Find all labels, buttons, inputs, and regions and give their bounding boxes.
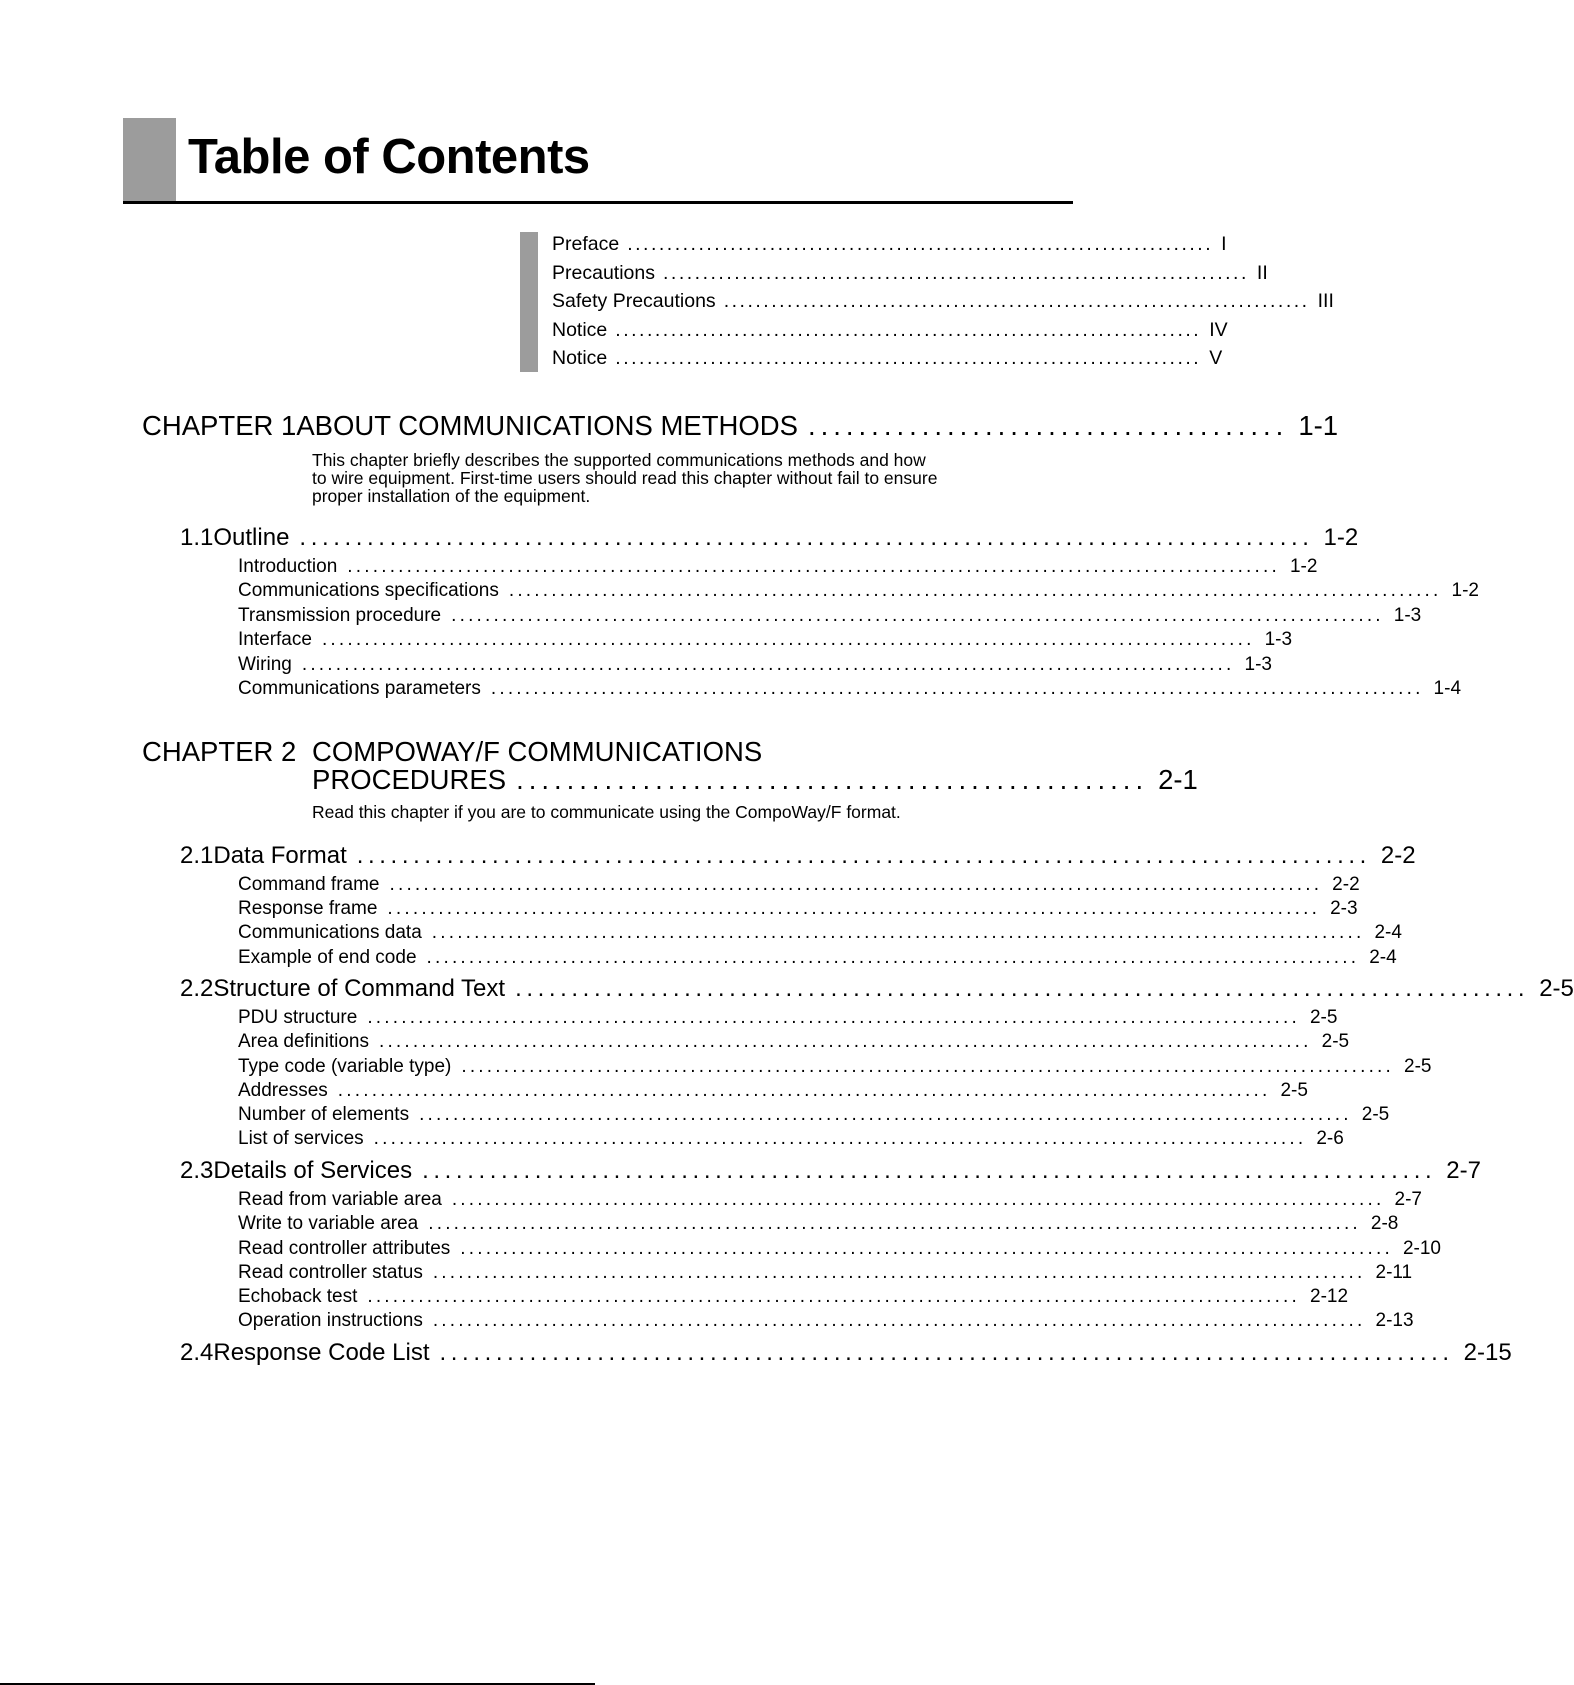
leader-dots: ......................................: [807, 410, 1289, 441]
description-line: proper installation of the equipment.: [312, 486, 591, 506]
entry-label: Interface: [238, 629, 312, 650]
toc-entry[interactable]: [238, 1213, 1399, 1235]
entry-label: Notice: [552, 318, 608, 341]
chapter-2-heading-line2[interactable]: [312, 764, 1198, 796]
leader-dots: ..............................................................................................................: [432, 1262, 1366, 1283]
leader-dots: ..............................................................................................................: [508, 580, 1442, 601]
leader-dots: ..............................................................................................................: [426, 947, 1360, 968]
leader-dots: ..........................................................................: [615, 347, 1202, 370]
section-number: 2.2: [180, 975, 214, 1002]
entry-label: PDU structure: [238, 1007, 358, 1028]
entry-page: I: [1221, 233, 1227, 255]
leader-dots: ..............................................................................................................: [431, 922, 1365, 943]
leader-dots: ..............................................................................................................: [460, 1238, 1393, 1259]
entry-label: Precautions: [552, 261, 655, 284]
section-1-1[interactable]: [180, 524, 1359, 552]
entry-page: 2-8: [1370, 1213, 1399, 1234]
entry-page: 2-5: [1309, 1007, 1338, 1028]
entry-page: 1-2: [1451, 580, 1479, 601]
chapter-page: 1-1: [1298, 410, 1339, 441]
entry-label: Operation instructions: [238, 1310, 423, 1331]
entry-page: 2-13: [1375, 1310, 1414, 1331]
leader-dots: ..............................................................................................................: [337, 1080, 1271, 1101]
toc-entry[interactable]: [238, 1031, 1350, 1053]
entry-page: III: [1317, 290, 1334, 313]
chapter-1-heading[interactable]: [142, 410, 1339, 442]
toc-entry[interactable]: [238, 654, 1272, 676]
description-line: Read this chapter if you are to communicate using the CompoWay/F format.: [312, 802, 901, 822]
entry-page: 1-3: [1244, 654, 1272, 675]
entry-label: Area definitions: [238, 1031, 369, 1052]
entry-label: Transmission procedure: [238, 605, 442, 626]
front-matter-entry[interactable]: [552, 318, 1228, 348]
section-number: 1.1: [180, 524, 214, 551]
leader-dots: ..............................................................................................................: [451, 1189, 1385, 1210]
leader-dots: ..............................................................................................................: [321, 629, 1255, 650]
section-2-4[interactable]: [180, 1339, 1512, 1367]
toc-entry[interactable]: [238, 1189, 1422, 1211]
toc-entry[interactable]: [238, 678, 1462, 700]
section-page: 2-7: [1446, 1157, 1481, 1184]
chapter-title: COMPOWAY/F COMMUNICATIONS: [312, 736, 763, 767]
leader-dots: ..............................................................................................................: [419, 1104, 1352, 1125]
entry-page: 2-11: [1375, 1262, 1413, 1283]
entry-label: Communications parameters: [238, 678, 481, 699]
entry-page: 2-4: [1374, 922, 1402, 943]
section-number: 2.4: [180, 1339, 214, 1366]
description-line: This chapter briefly describes the supported communications methods and how: [312, 450, 926, 470]
entry-label: Communications data: [238, 922, 422, 943]
toc-entry[interactable]: [238, 1310, 1414, 1332]
leader-dots: ..............................................................................................................: [387, 898, 1321, 919]
entry-label: Type code (variable type): [238, 1056, 452, 1077]
leader-dots: ..........................................................................: [615, 318, 1202, 341]
toc-entry[interactable]: [238, 1238, 1441, 1260]
page-title: Table of Contents: [188, 130, 590, 184]
description-line: to wire equipment. First-time users should read this chapter without fail to ensure: [312, 468, 938, 488]
leader-dots: ..................................................: [516, 764, 1149, 795]
section-2-1[interactable]: [180, 842, 1416, 870]
section-title: Details of Services: [213, 1157, 413, 1184]
entry-page: 1-4: [1433, 678, 1462, 699]
entry-label: Read from variable area: [238, 1189, 442, 1210]
leader-dots: ..............................................................................................................: [432, 1310, 1366, 1331]
entry-page: 1-3: [1393, 605, 1422, 626]
entry-page: 2-5: [1321, 1031, 1350, 1052]
section-number: 2.3: [180, 1157, 214, 1184]
leader-dots: ..............................................................................................................: [428, 1213, 1361, 1234]
toc-entry[interactable]: [238, 605, 1422, 627]
entry-label: Preface: [552, 233, 620, 255]
entry-label: Number of elements: [238, 1104, 410, 1125]
leader-dots: ..............................................................................................................: [367, 1286, 1301, 1307]
entry-label: Read controller attributes: [238, 1238, 451, 1259]
chapter-page: 2-1: [1158, 764, 1198, 795]
toc-entry[interactable]: [238, 580, 1479, 602]
entry-label: Introduction: [238, 556, 338, 577]
toc-entry[interactable]: [238, 898, 1358, 920]
title-accent-bar: [123, 118, 176, 203]
section-2-2[interactable]: [180, 975, 1574, 1003]
chapter-title: PROCEDURES: [312, 764, 507, 795]
section-page: 2-2: [1380, 842, 1416, 869]
leader-dots: ..........................................................................: [627, 233, 1214, 255]
leader-dots: ..........................................................................................: [356, 842, 1371, 869]
leader-dots: ..........................................................................................: [439, 1339, 1454, 1366]
front-matter-entry[interactable]: [552, 347, 1223, 376]
section-title: Data Format: [213, 842, 347, 869]
section-page: 2-15: [1463, 1339, 1512, 1366]
entry-page: IV: [1209, 318, 1228, 341]
section-2-3[interactable]: [180, 1157, 1481, 1185]
entry-page: 2-6: [1316, 1128, 1344, 1149]
leader-dots: ..............................................................................................................: [389, 874, 1323, 895]
entry-page: 2-4: [1369, 947, 1397, 968]
toc-entry[interactable]: [238, 1007, 1338, 1029]
leader-dots: ..........................................................................................: [299, 524, 1314, 551]
front-matter-list: [552, 233, 1334, 376]
toc-entry[interactable]: [238, 629, 1293, 651]
footer-rule: [0, 1683, 595, 1685]
entry-page: 2-7: [1394, 1189, 1422, 1210]
chapter-number: CHAPTER 1: [142, 410, 297, 441]
entry-label: Command frame: [238, 874, 380, 895]
chapter-number: CHAPTER 2: [142, 736, 297, 767]
entry-page: 2-12: [1310, 1286, 1349, 1307]
section-page: 2-5: [1539, 975, 1574, 1002]
entry-label: Read controller status: [238, 1262, 423, 1283]
section-number: 2.1: [180, 842, 214, 869]
entry-label: Notice: [552, 347, 608, 370]
leader-dots: ..............................................................................................................: [490, 678, 1424, 699]
section-page: 1-2: [1323, 524, 1359, 551]
entry-label: Example of end code: [238, 947, 417, 968]
leader-dots: ..........................................................................................: [515, 975, 1530, 1002]
leader-dots: ..............................................................................................................: [347, 556, 1280, 577]
entry-page: 1-3: [1264, 629, 1293, 650]
entry-page: 2-3: [1330, 898, 1358, 919]
section-title: Outline: [213, 524, 290, 551]
toc-entry[interactable]: [238, 1128, 1344, 1150]
front-matter-entry[interactable]: [552, 290, 1334, 319]
entry-label: Safety Precautions: [552, 290, 716, 313]
leader-dots: ..............................................................................................................: [373, 1128, 1307, 1149]
front-matter-accent-bar: [520, 232, 538, 372]
entry-page: 2-2: [1332, 874, 1360, 895]
section-title: Response Code List: [213, 1339, 430, 1366]
section-title: Structure of Command Text: [213, 975, 506, 1002]
title-rule: [123, 201, 1073, 204]
entry-page: 2-5: [1404, 1056, 1432, 1077]
entry-label: Response frame: [238, 898, 378, 919]
toc-entry[interactable]: [238, 556, 1318, 578]
leader-dots: ..........................................................................: [662, 261, 1249, 284]
leader-dots: ..............................................................................................................: [461, 1056, 1395, 1077]
entry-page: 1-2: [1289, 556, 1318, 577]
front-matter-entry[interactable]: [552, 261, 1268, 291]
toc-entry[interactable]: [238, 1080, 1308, 1102]
entry-page: II: [1256, 261, 1268, 284]
toc-entry[interactable]: [238, 1262, 1413, 1284]
leader-dots: ..............................................................................................................: [301, 654, 1235, 675]
entry-label: Addresses: [238, 1080, 328, 1101]
toc-entry[interactable]: [238, 1286, 1349, 1308]
toc-entry[interactable]: [238, 1056, 1432, 1078]
leader-dots: ..........................................................................................: [422, 1157, 1437, 1184]
toc-entry[interactable]: [238, 922, 1402, 944]
chapter-2-description: [312, 803, 972, 821]
toc-entry[interactable]: [238, 947, 1397, 969]
entry-page: 2-5: [1280, 1080, 1308, 1101]
leader-dots: ..............................................................................................................: [367, 1007, 1300, 1028]
entry-label: Wiring: [238, 654, 292, 675]
leader-dots: ..............................................................................................................: [378, 1031, 1312, 1052]
chapter-1-description: [312, 451, 972, 505]
toc-entry[interactable]: [238, 1104, 1390, 1126]
entry-label: Write to variable area: [238, 1213, 419, 1234]
chapter-title: ABOUT COMMUNICATIONS METHODS: [296, 410, 798, 441]
entry-label: List of services: [238, 1128, 364, 1149]
toc-entry[interactable]: [238, 874, 1360, 896]
entry-label: Communications specifications: [238, 580, 499, 601]
entry-page: 2-5: [1361, 1104, 1390, 1125]
leader-dots: ..............................................................................................................: [451, 605, 1384, 626]
leader-dots: ..........................................................................: [723, 290, 1310, 313]
entry-page: V: [1209, 347, 1223, 370]
entry-label: Echoback test: [238, 1286, 358, 1307]
entry-page: 2-10: [1402, 1238, 1441, 1259]
front-matter-entry[interactable]: [552, 233, 1227, 262]
